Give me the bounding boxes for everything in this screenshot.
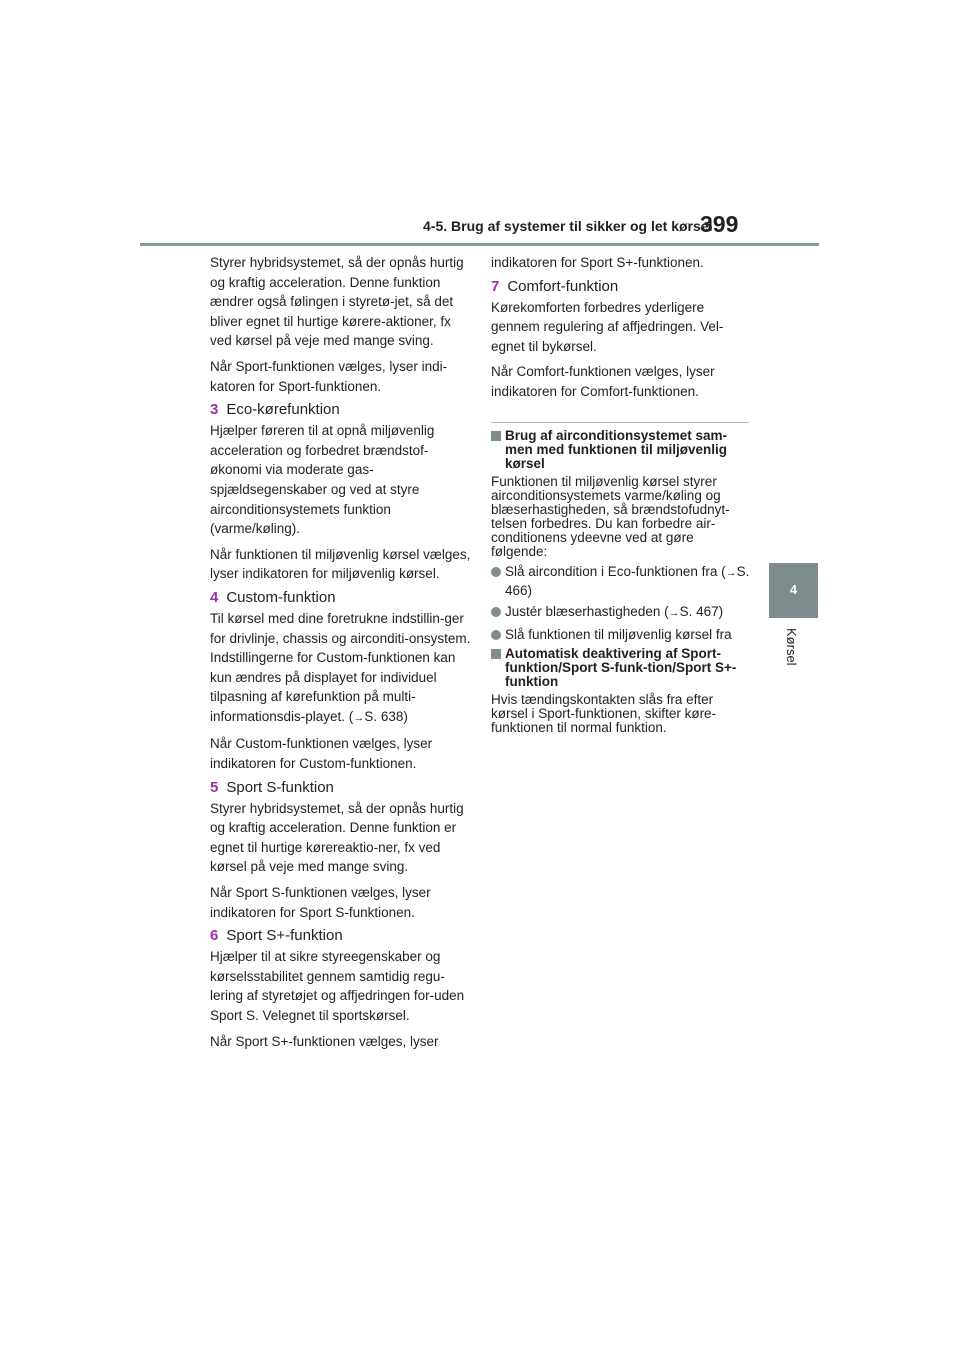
paragraph: Når Custom-funktionen vælges, lyser indikatoren for Custom-funktionen. xyxy=(210,736,433,772)
mode-number: 7 xyxy=(491,277,500,295)
mode-heading-sport-s-plus xyxy=(210,926,472,945)
circle-bullet-icon xyxy=(491,607,501,617)
list-item xyxy=(491,563,753,599)
paragraph: Når funktionen til miljøvenlig kørsel vælges, lyser indikatoren for miljøvenlig kørsel. xyxy=(210,546,471,582)
paragraph: Når Sport S-funktionen vælges, lyser indikatoren for Sport S-funktionen. xyxy=(210,885,431,920)
mode-number: 3 xyxy=(210,401,219,419)
list-item xyxy=(491,626,753,643)
paragraph: Hjælper føreren til at opnå miljøvenlig acceleration og forbedret brændstof-økonomi via moderate gas-spjældsegenskaber og ved at styre airconditionsystemets funktion (varme/køling). xyxy=(210,423,435,537)
mode-heading-sport-s xyxy=(210,778,472,797)
mode-heading-eco xyxy=(210,400,472,419)
mode-title: Sport S-funktion xyxy=(226,778,334,796)
header-divider xyxy=(140,243,819,246)
section-title: 4-5. Brug af systemer til sikker og let kørsel xyxy=(423,218,713,234)
paragraph: Hjælper til at sikre styreegenskaber og kørselsstabilitet gennem samtidig regu-lering af styretøjet og affjedringen for-uden Sport S. Velegnet til sportskørsel. xyxy=(210,949,465,1023)
circle-bullet-icon xyxy=(491,630,501,640)
square-bullet-icon xyxy=(491,431,501,441)
list-item-text: Justér blæserhastigheden ( xyxy=(505,603,669,619)
arrow-right-icon: → xyxy=(353,711,365,724)
mode-number: 5 xyxy=(210,778,219,796)
paragraph: Kørekomforten forbedres yderligere gennem regulering af affjedringen. Vel-egnet til bykørsel. xyxy=(491,299,724,354)
section-divider xyxy=(491,422,749,423)
paragraph: indikatoren for Sport S+-funktionen. xyxy=(491,255,704,270)
mode-title: Sport S+-funktion xyxy=(226,927,343,945)
paragraph: Hvis tændingskontakten slås fra efter kørsel i Sport-funktionen, skifter køre-funktionen til normal funktion. xyxy=(491,691,717,735)
chapter-tab-number: 4 xyxy=(789,582,798,597)
right-column xyxy=(491,253,753,735)
paragraph: Styrer hybridsystemet, så der opnås hurtig og kraftig acceleration. Denne funktion er egnet til hurtige kørereaktio-ner, fx ved kørsel på veje med mange sving. xyxy=(210,800,464,875)
subsection-heading xyxy=(491,647,753,689)
subsection-heading xyxy=(491,429,753,471)
mode-title: Comfort-funktion xyxy=(507,277,619,295)
left-column xyxy=(210,253,472,1051)
list-item xyxy=(491,603,753,622)
mode-number: 6 xyxy=(210,927,219,945)
paragraph: Når Sport S+-funktionen vælges, lyser xyxy=(210,1033,439,1049)
mode-title: Custom-funktion xyxy=(226,588,336,606)
list-item-text: Slå aircondition i Eco-funktionen fra ( xyxy=(505,563,726,579)
paragraph: Styrer hybridsystemet, så der opnås hurtig og kraftig acceleration. Denne funktion ændrer også følingen i styretø-jet, så det bliver egnet til hurtige kørere-aktioner, fx ved kørsel på veje med mange sving. xyxy=(210,255,464,349)
paragraph: Når Sport-funktionen vælges, lyser indi-katoren for Sport-funktionen. xyxy=(210,358,448,394)
paragraph-text: Til kørsel med dine foretrukne indstillin-ger for drivlinje, chassis og airconditi-onsystem. Indstillingerne for Custom-funktionen kan kun ændres på displayet for individuel tilpasning af kørefunktion på multi-informationsdis-playet. ( xyxy=(210,610,471,724)
mode-heading-comfort xyxy=(491,277,753,296)
square-bullet-icon xyxy=(491,649,501,659)
subsection-title: Automatisk deaktivering af Sport-funktion/Sport S-funk-tion/Sport S+-funktion xyxy=(505,645,737,689)
page-reference-link[interactable]: S. 638) xyxy=(364,708,408,724)
paragraph xyxy=(210,609,472,729)
paragraph: Funktionen til miljøvenlig kørsel styrer airconditionsystemets varme/køling og blæserhastigheden, så brændstofudnyt-telsen forbedres. Du kan forbedre air-conditionens ydeevne ved at gøre følgende: xyxy=(491,473,730,559)
mode-title: Eco-kørefunktion xyxy=(226,401,340,419)
list-item-text: Slå funktionen til miljøvenlig kørsel fra xyxy=(505,626,732,642)
page-reference-link[interactable]: S. 466) xyxy=(505,563,750,598)
arrow-right-icon: → xyxy=(668,606,680,619)
mode-heading-custom xyxy=(210,588,472,607)
arrow-right-icon: → xyxy=(725,566,737,579)
page-number: 399 xyxy=(700,211,739,237)
paragraph: Når Comfort-funktionen vælges, lyser indikatoren for Comfort-funktionen. xyxy=(491,364,715,399)
circle-bullet-icon xyxy=(491,567,501,577)
chapter-tab-label: Kørsel xyxy=(784,628,799,666)
subsection-title: Brug af airconditionsystemet sam-men med funktionen til miljøvenlig kørsel xyxy=(505,427,728,471)
page-reference-link[interactable]: S. 467) xyxy=(679,603,724,619)
mode-number: 4 xyxy=(210,588,219,606)
